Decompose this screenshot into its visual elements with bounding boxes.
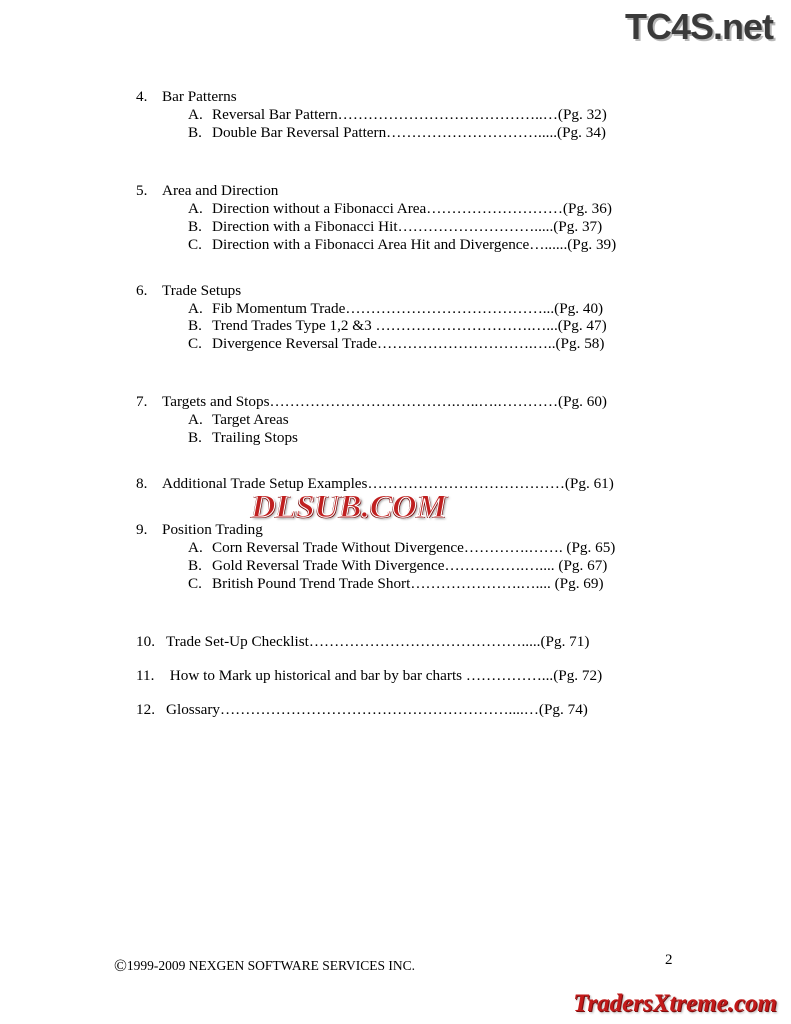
- toc-section-title: How to Mark up historical and bar by bar charts ……………...(Pg. 72): [166, 666, 603, 684]
- spacer: [136, 142, 636, 182]
- toc-subitem: [136, 200, 636, 218]
- toc-section: [136, 701, 636, 719]
- toc-subitem: [136, 317, 636, 335]
- toc-subitem-letter: A.: [188, 299, 203, 317]
- toc-subitem-text: Gold Reversal Trade With Divergence…………….….... (Pg. 67): [212, 556, 608, 574]
- toc-section-number: 4.: [136, 88, 148, 105]
- toc-subitem: [136, 218, 636, 236]
- toc-subitem: [136, 236, 636, 254]
- toc-section: [136, 182, 636, 254]
- toc-subitem: [136, 539, 636, 557]
- toc-section-number: 12.: [136, 700, 155, 718]
- toc-section-number: 5.: [136, 181, 148, 199]
- toc-section-number: 9.: [136, 521, 148, 539]
- footer-copyright-text: 1999-2009 NEXGEN SOFTWARE SERVICES INC.: [126, 958, 415, 973]
- watermark-center: DLSUB.COM: [251, 489, 447, 525]
- toc-subitem: [136, 557, 636, 575]
- toc-section-title: Trade Set-Up Checklist…………………………………….....(Pg. 71): [166, 632, 590, 650]
- toc-section: [136, 633, 636, 651]
- toc-subitem-letter: A.: [188, 411, 203, 429]
- toc-subitem: [136, 106, 636, 124]
- toc-section-title: Targets and Stops……………………………….…..….…………(Pg. 60): [162, 393, 607, 411]
- spacer: [136, 254, 636, 282]
- toc-section-heading: [136, 633, 636, 651]
- toc-subitem-letter: B.: [188, 429, 202, 447]
- spacer: [136, 685, 636, 701]
- toc-section-title: Trade Setups: [162, 281, 242, 299]
- toc-section-heading: [136, 701, 636, 719]
- toc-subitem-text: Divergence Reversal Trade………………………….…..(Pg. 58): [212, 335, 605, 353]
- toc-subitem-text: Direction without a Fibonacci Area………………………(Pg. 36): [212, 199, 612, 217]
- spacer: [136, 447, 636, 475]
- toc-subitem: [136, 411, 636, 429]
- toc-subitem: [136, 335, 636, 353]
- toc-subitem-text: Double Bar Reversal Pattern………………………….....(Pg. 34): [212, 123, 606, 141]
- toc-subitem: [136, 575, 636, 593]
- toc-section: [136, 667, 636, 685]
- toc-section-heading: [136, 182, 636, 200]
- toc-section-heading: [136, 393, 636, 411]
- spacer: [136, 593, 636, 633]
- toc-section-heading: [136, 88, 636, 106]
- toc-subitem-text: Trailing Stops: [212, 429, 298, 447]
- toc-section-title: Position Trading: [162, 521, 263, 539]
- toc-section-title: Glossary…………………………………………………....…(Pg. 74): [166, 700, 588, 718]
- toc-subitem-letter: B.: [188, 556, 202, 574]
- toc-section-number: 11.: [136, 666, 155, 684]
- watermark-top: TC4S.net: [624, 6, 773, 47]
- toc-section: [136, 393, 636, 447]
- toc-subitem-letter: C.: [188, 235, 202, 253]
- toc-subitem-text: British Pound Trend Trade Short………………….….... (Pg. 69): [212, 574, 604, 592]
- toc-subitem-letter: C.: [188, 574, 202, 592]
- toc-section-title: Area and Direction: [162, 181, 279, 199]
- toc-section-number: 8.: [136, 475, 148, 493]
- toc-subitem-letter: B.: [188, 317, 202, 335]
- toc-subitem-text: Fib Momentum Trade…………………………………...(Pg. 40): [212, 299, 604, 317]
- toc-section-number: 7.: [136, 393, 148, 411]
- toc-section-title: Bar Patterns: [162, 88, 237, 105]
- table-of-contents: [136, 88, 636, 719]
- toc-subitem-letter: A.: [188, 539, 203, 556]
- toc-subitem-text: Trend Trades Type 1,2 &3 ………………………….…...(Pg. 47): [212, 317, 607, 335]
- toc-subitem: [136, 124, 636, 142]
- page-number: 2: [665, 952, 673, 968]
- footer-copyright: [114, 955, 415, 975]
- toc-subitem-text: Target Areas: [212, 411, 289, 429]
- toc-section: [136, 521, 636, 593]
- toc-subitem-text: Corn Reversal Trade Without Divergence………….……. (Pg. 65): [212, 539, 616, 556]
- toc-section-title: Additional Trade Setup Examples…………………………………(Pg. 61): [162, 475, 614, 493]
- toc-section-number: 6.: [136, 281, 148, 299]
- toc-section-heading: [136, 282, 636, 300]
- toc-section-number: 10.: [136, 632, 155, 650]
- watermark-bottom: TradersXtreme.com: [573, 990, 777, 1017]
- toc-subitem-letter: B.: [188, 217, 202, 235]
- toc-subitem-letter: C.: [188, 335, 202, 353]
- toc-subitem-text: Direction with a Fibonacci Area Hit and Divergence…......(Pg. 39): [212, 235, 617, 253]
- toc-subitem: [136, 429, 636, 447]
- toc-section: [136, 88, 636, 142]
- toc-subitem: [136, 300, 636, 318]
- toc-subitem-text: Direction with a Fibonacci Hit……………………….....(Pg. 37): [212, 217, 603, 235]
- spacer: [136, 353, 636, 393]
- toc-subitem-letter: A.: [188, 199, 203, 217]
- toc-subitem-letter: A.: [188, 105, 203, 123]
- spacer: [136, 651, 636, 667]
- toc-section-heading: [136, 667, 636, 685]
- toc-section: [136, 282, 636, 354]
- toc-subitem-text: Reversal Bar Pattern…………………………………..…(Pg. 32): [212, 105, 607, 123]
- copyright-icon: ©: [114, 956, 127, 975]
- toc-subitem-letter: B.: [188, 123, 202, 141]
